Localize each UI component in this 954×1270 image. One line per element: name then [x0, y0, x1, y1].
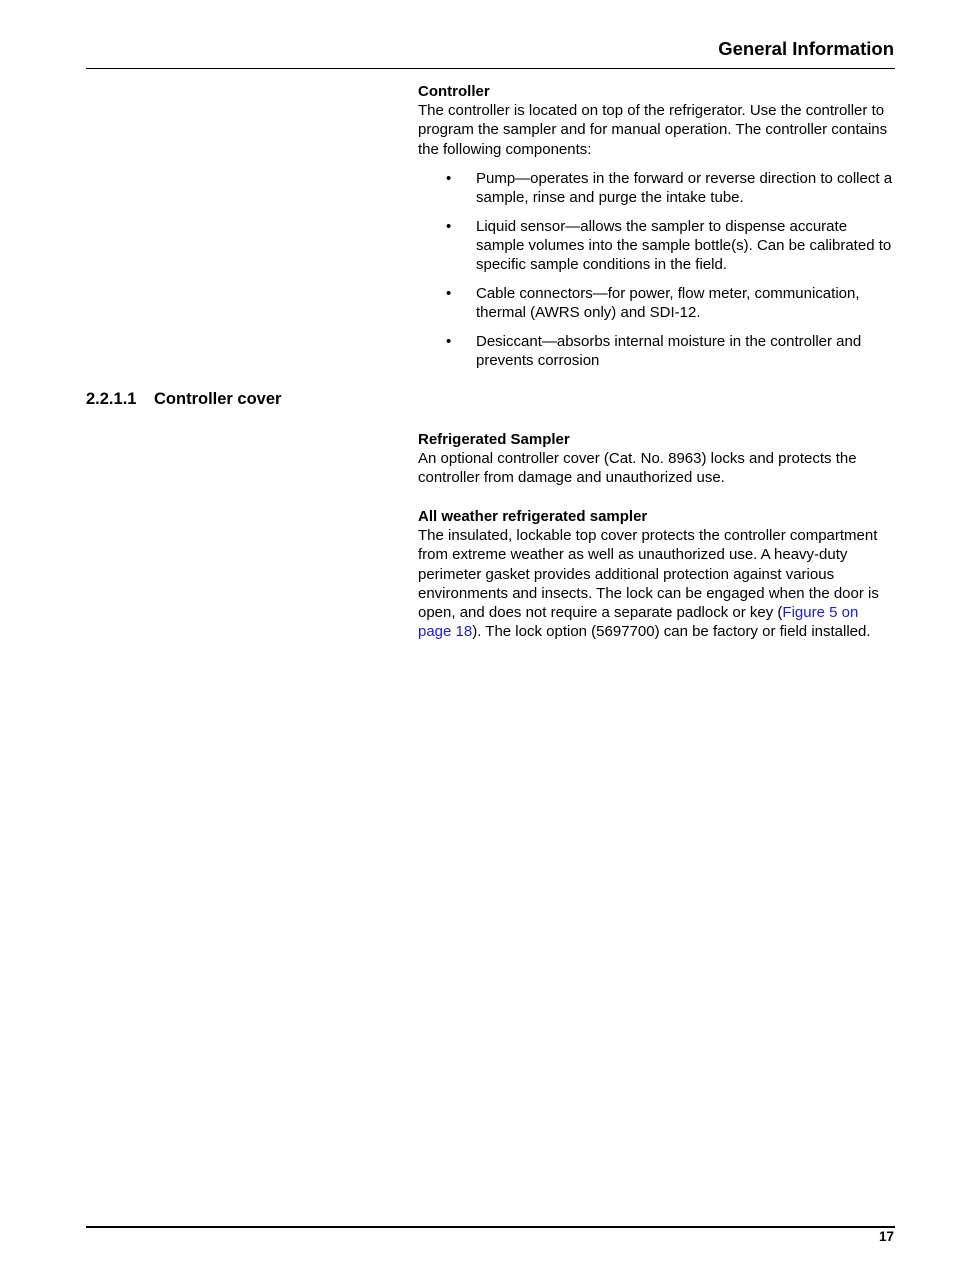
refrigerated-text: An optional controller cover (Cat. No. 8963) locks and protects the controller from damage and unauthorized use.	[418, 450, 857, 487]
refrigerated-heading: Refrigerated Sampler	[418, 431, 570, 448]
page-number: 17	[878, 1229, 894, 1244]
bullet-icon: •	[446, 284, 452, 302]
bullet-icon: •	[446, 332, 452, 350]
all-weather-text-before: The insulated, lockable top cover protects the controller compartment from extreme weather as well as unauthorized use. A heavy-duty perimeter gasket provides additional protection against various environments and insects. The lock can be engaged when the door is open, and does not require a separate padlock or key (	[418, 527, 879, 622]
controller-block	[418, 82, 894, 380]
list-item	[418, 284, 894, 322]
list-item-text: Desiccant—absorbs internal moisture in the controller and prevents corrosion	[476, 332, 862, 369]
controller-heading: Controller	[418, 83, 490, 100]
section-title: Controller cover	[154, 390, 282, 408]
all-weather-sampler-block	[418, 507, 894, 641]
list-item	[418, 217, 894, 275]
bullet-icon: •	[446, 217, 452, 235]
section-number: 2.2.1.1	[86, 390, 137, 408]
bullet-icon: •	[446, 169, 452, 187]
list-item-text: Cable connectors—for power, flow meter, communication, thermal (AWRS only) and SDI-12.	[476, 284, 860, 322]
controller-intro: The controller is located on top of the refrigerator. Use the controller to program the sampler and for manual operation. The controller contains the following components:	[418, 102, 888, 158]
header-rule	[86, 68, 895, 69]
controller-components-list	[418, 169, 894, 370]
page-header-title: General Information	[718, 38, 894, 59]
list-item	[418, 332, 894, 370]
figure-5-link[interactable]: Figure 5 on page 18	[418, 604, 859, 641]
all-weather-text	[418, 526, 894, 641]
section-heading	[86, 390, 281, 409]
footer-rule	[86, 1226, 895, 1228]
all-weather-heading: All weather refrigerated sampler	[418, 508, 648, 525]
all-weather-text-after: ). The lock option (5697700) can be factory or field installed.	[472, 623, 871, 641]
list-item-text: Liquid sensor—allows the sampler to dispense accurate sample volumes into the sample bottle(s). Can be calibrated to specific sample conditions in the field.	[476, 217, 892, 274]
list-item-text: Pump—operates in the forward or reverse direction to collect a sample, rinse and purge the intake tube.	[476, 169, 893, 207]
refrigerated-sampler-block	[418, 430, 894, 488]
list-item	[418, 169, 894, 207]
